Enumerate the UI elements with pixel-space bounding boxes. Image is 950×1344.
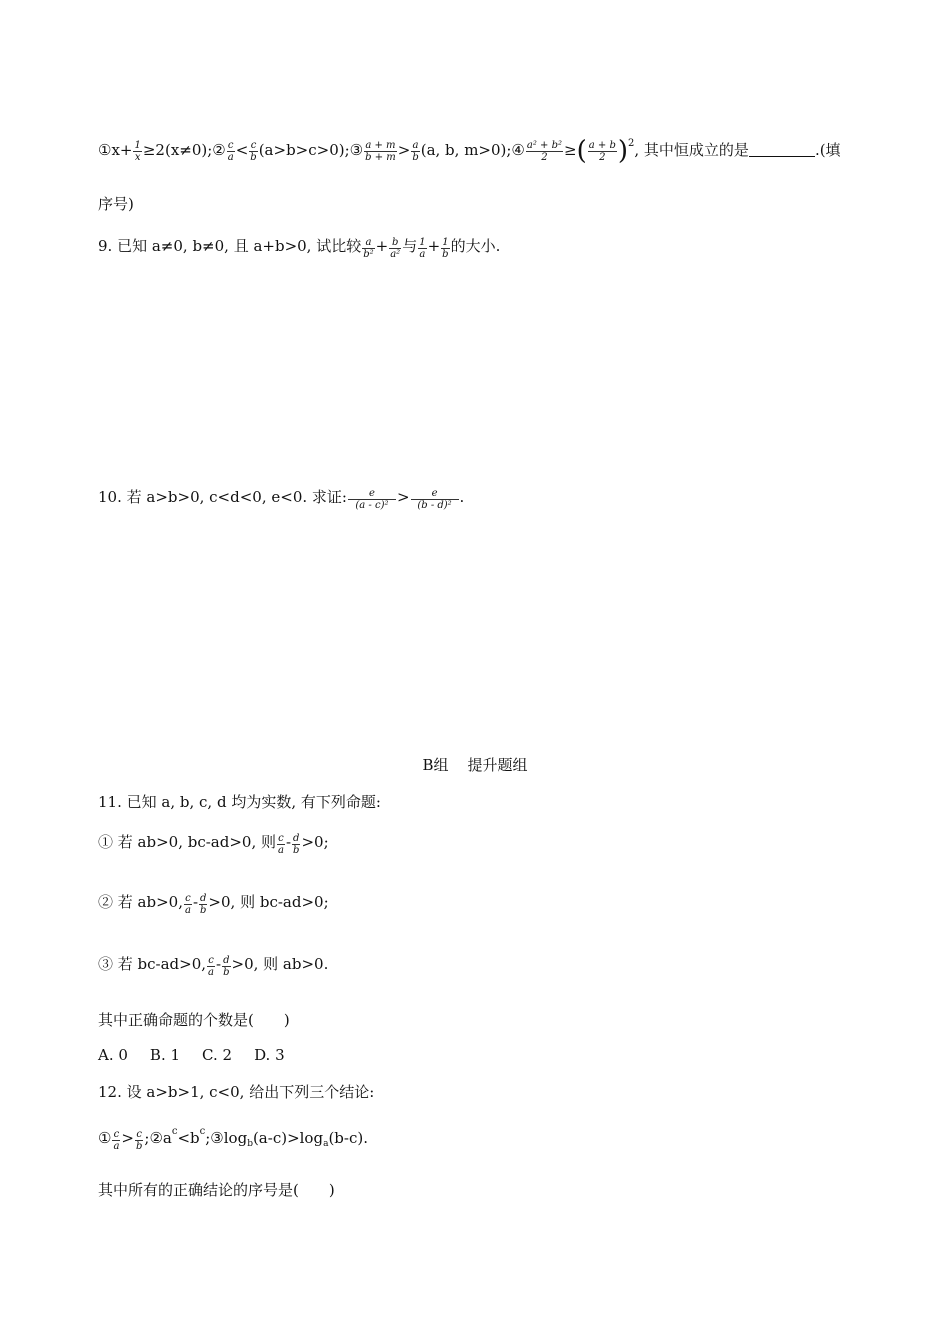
- q8-frac-3: [249, 140, 257, 163]
- q11-s1-text-a: ① 若 ab>0, bc-ad>0, 则: [98, 833, 276, 851]
- q12-text-2: ;②a: [144, 1129, 172, 1147]
- q11-s3-frac-d: [222, 955, 230, 978]
- q12-frac-2-num: c: [136, 1129, 142, 1140]
- q12-text-5: (a-c)>log: [252, 1129, 324, 1147]
- q9-frac-4-num: 1: [442, 237, 449, 248]
- q8-frac-1: [133, 140, 141, 163]
- q11-s2-text-b: >0, 则 bc-ad>0;: [208, 893, 329, 911]
- q12-frac-1: [112, 1129, 120, 1152]
- q12-text-1: ①: [98, 1129, 112, 1147]
- q9-text-1: 9. 已知 a≠0, b≠0, 且 a+b>0, 试比较: [98, 237, 362, 255]
- q8-frac-5-num: a: [412, 139, 419, 151]
- q8-frac-7-num: a + b: [588, 139, 616, 151]
- right-paren: ): [617, 136, 629, 166]
- q11-s1-frac-c: [277, 833, 285, 856]
- q8-text-2: ≥2(x≠0);②: [142, 141, 226, 159]
- q8-frac-4-den: b + m: [365, 151, 396, 163]
- q8-frac-6-den: 2: [541, 151, 548, 163]
- q9-frac-1-den: b²: [363, 249, 374, 260]
- q9-text-5: 的大小.: [450, 237, 501, 255]
- q11-s1-minus: -: [285, 833, 292, 851]
- q12-ask: 其中所有的正确结论的序号是( ): [98, 1181, 335, 1199]
- q11-s2-frac-c-num: c: [185, 893, 191, 904]
- q8-frac-1-num: 1: [134, 139, 141, 151]
- q11-s2-frac-c-den: a: [184, 905, 191, 916]
- q8-frac-3-den: b: [250, 151, 257, 163]
- q11-s3-text-a: ③ 若 bc-ad>0,: [98, 955, 207, 973]
- q10-text-1: 10. 若 a>b>0, c<d<0, e<0. 求证:: [98, 488, 347, 506]
- q9-frac-4-den: b: [442, 249, 449, 260]
- q11-statement-2: [98, 892, 329, 916]
- q8-text-3: <: [235, 141, 249, 159]
- q8-frac-7-den: 2: [599, 151, 606, 163]
- q9-frac-3: [418, 237, 426, 260]
- q9-frac-3-den: a: [419, 249, 426, 260]
- q8-frac-2-num: c: [227, 139, 234, 151]
- q8-frac-6: [526, 140, 563, 163]
- q12-sub-1: b: [247, 1139, 253, 1149]
- q9-text-4: +: [427, 237, 441, 255]
- q11-statement-3: [98, 954, 328, 978]
- q10-frac-1: [348, 488, 396, 511]
- option-b[interactable]: B. 1: [149, 1046, 181, 1064]
- q10-frac-2-num: e: [411, 488, 459, 500]
- q12-text-6: (b-c).: [328, 1129, 368, 1147]
- q8-frac-5: [411, 140, 419, 163]
- q11-s3-frac-d-den: b: [223, 967, 230, 978]
- q9-frac-1: [362, 237, 374, 260]
- q9-frac-1-num: a: [362, 237, 374, 249]
- option-d[interactable]: D. 3: [254, 1046, 285, 1064]
- q11-stem: 11. 已知 a, b, c, d 均为实数, 有下列命题:: [98, 793, 381, 811]
- square-exponent: 2: [628, 138, 635, 149]
- q11-statement-1: [98, 832, 329, 856]
- q11-s2-frac-d: [199, 893, 207, 916]
- q8-frac-3-num: c: [250, 139, 257, 151]
- q12-conclusions: [98, 1122, 368, 1154]
- q12-text-4: ;③log: [205, 1129, 248, 1147]
- q11-s1-frac-d-den: b: [293, 845, 300, 856]
- q8-frac-5-den: b: [412, 151, 419, 163]
- q11-s3-frac-d-num: d: [223, 955, 230, 966]
- q10-frac-1-den: (a - c)²: [355, 500, 389, 511]
- q12-frac-2-den: b: [136, 1141, 143, 1152]
- q9-frac-2: [389, 237, 401, 260]
- q11-s1-frac-c-den: a: [278, 845, 284, 856]
- q11-s2-frac-d-num: d: [200, 893, 207, 904]
- question-10: [98, 487, 464, 511]
- q12-sup-2: c: [199, 1126, 206, 1137]
- q8-frac-6-num: a² + b²: [526, 139, 563, 151]
- q9-frac-2-num: b: [389, 237, 401, 249]
- section-b-title: B组 提升题组: [422, 756, 528, 774]
- option-a[interactable]: A. 0: [98, 1046, 128, 1064]
- q11-s3-frac-c: [207, 955, 215, 978]
- q10-frac-2: [411, 488, 459, 511]
- option-c[interactable]: C. 2: [202, 1046, 233, 1064]
- q11-s3-minus: -: [216, 955, 222, 973]
- q11-s2-frac-d-den: b: [200, 905, 207, 916]
- q12-gt: >: [121, 1129, 134, 1147]
- q10-frac-2-den: (b - d)²: [417, 500, 452, 511]
- q12-text-3: <b: [177, 1129, 200, 1147]
- q11-s2-minus: -: [192, 893, 199, 911]
- q10-text-2: >: [396, 488, 410, 506]
- q10-frac-1-num: e: [348, 488, 396, 500]
- q9-frac-2-den: a²: [390, 249, 401, 260]
- q11-options: [98, 1045, 307, 1065]
- q11-s3-frac-c-den: a: [208, 967, 215, 978]
- q8-text-1: ①x+: [98, 141, 133, 159]
- q12-sup-1: c: [171, 1126, 178, 1137]
- q8-frac-4: [364, 140, 397, 163]
- q11-s3-frac-c-num: c: [208, 955, 214, 966]
- q11-s1-frac-d-num: d: [293, 833, 300, 844]
- q11-s1-text-b: >0;: [301, 833, 329, 851]
- q12-frac-2: [135, 1129, 143, 1152]
- q8-text-7: ≥: [564, 141, 577, 159]
- q10-text-3: .: [459, 488, 465, 506]
- q12-stem: 12. 设 a>b>1, c<0, 给出下列三个结论:: [98, 1083, 375, 1101]
- q8-frac-1-den: x: [134, 151, 141, 163]
- q9-text-2: +: [375, 237, 389, 255]
- q8-statements: [98, 134, 841, 166]
- q8-text-4: (a>b>c>0);③: [258, 141, 364, 159]
- q12-sub-2: a: [323, 1139, 329, 1149]
- q8-text-5: >: [397, 141, 411, 159]
- q9-frac-3-num: 1: [419, 237, 426, 248]
- q11-s1-frac-c-num: c: [278, 833, 284, 844]
- q8-frac-7: [588, 140, 617, 163]
- q8-continuation: 序号): [98, 195, 134, 213]
- q11-ask: 其中正确命题的个数是( ): [98, 1011, 290, 1029]
- answer-blank[interactable]: [749, 142, 815, 157]
- q8-frac-2-den: a: [227, 151, 234, 163]
- question-9: [98, 236, 500, 260]
- q8-text-8: , 其中恒成立的是: [634, 141, 749, 159]
- left-paren: (: [576, 136, 587, 166]
- q11-s2-text-a: ② 若 ab>0,: [98, 893, 183, 911]
- q8-text-9: .(填: [814, 141, 841, 159]
- q11-s3-text-b: >0, 则 ab>0.: [231, 955, 329, 973]
- q12-frac-1-num: c: [113, 1129, 120, 1140]
- q8-frac-4-num: a + m: [365, 139, 396, 151]
- q9-text-3: 与: [402, 237, 418, 255]
- q11-s1-frac-d: [292, 833, 300, 856]
- q12-frac-1-den: a: [113, 1141, 120, 1152]
- q9-frac-4: [441, 237, 449, 260]
- q11-s2-frac-c: [184, 893, 192, 916]
- q8-text-6: (a, b, m>0);④: [420, 141, 525, 159]
- q8-frac-2: [227, 140, 235, 163]
